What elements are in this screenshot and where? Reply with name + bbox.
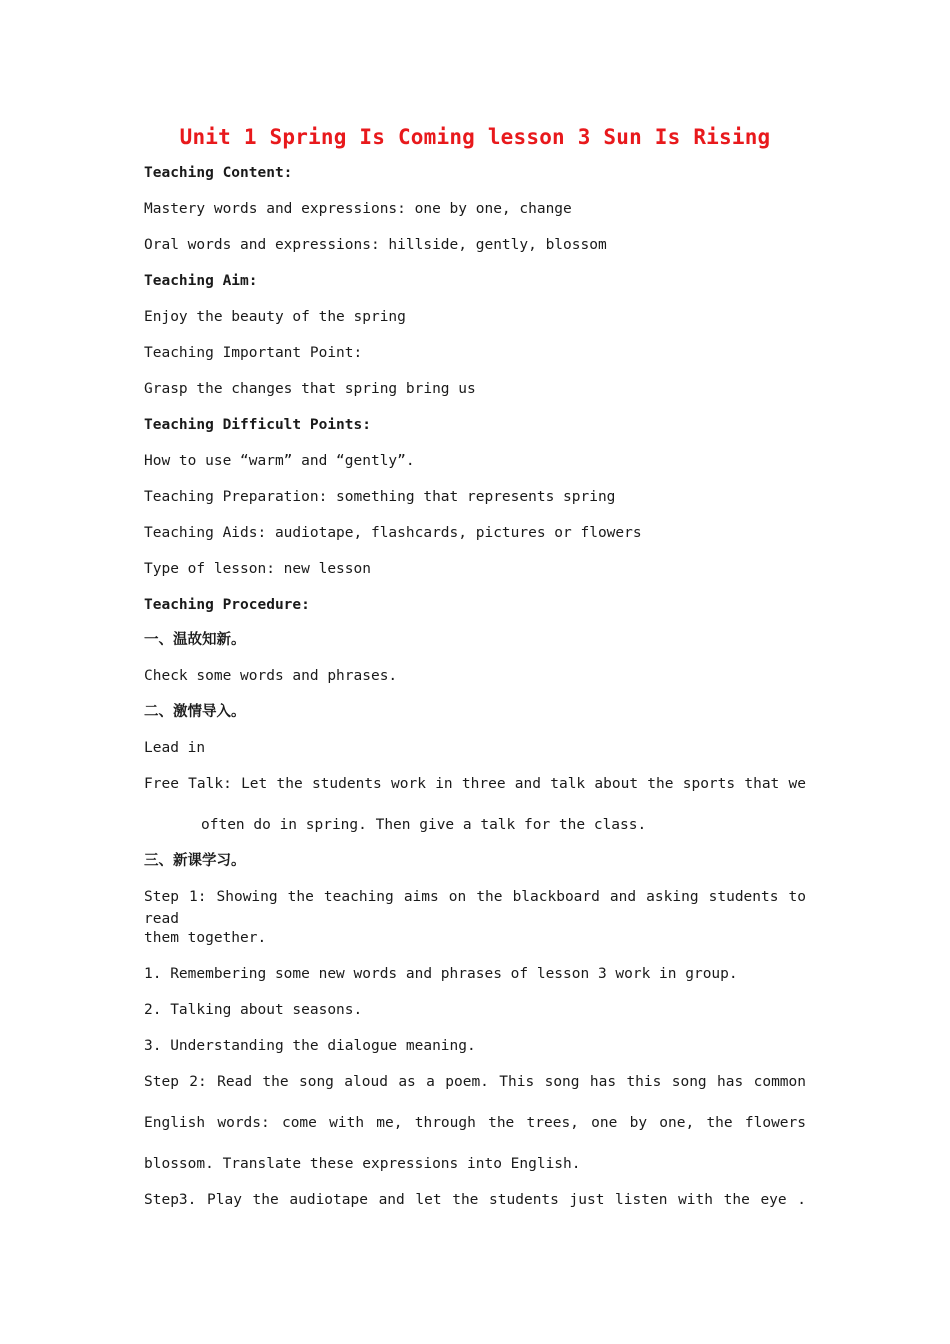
heading-difficult-points: Teaching Difficult Points: [144,417,371,433]
text-line: Lead in [144,740,206,756]
heading-teaching-procedure: Teaching Procedure: [144,597,310,613]
text-line: Step 2: Read the song aloud as a poem. This song has this song has common [144,1074,806,1090]
text-line: Mastery words and expressions: one by one, change [144,201,572,217]
heading-teaching-aim: Teaching Aim: [144,273,258,289]
text-line: Free Talk: Let the students work in three and talk about the sports that we [144,776,806,792]
text-line: Type of lesson: new lesson [144,561,371,577]
text-line: How to use “warm” and “gently”. [144,453,415,469]
text-line: blossom. Translate these expressions into English. [144,1156,581,1172]
heading-teaching-content: Teaching Content: [144,165,293,181]
text-line: often do in spring. Then give a talk for the class. [201,817,647,833]
text-line: Oral words and expressions: hillside, gently, blossom [144,237,607,253]
section-heading-new-lesson: 三、新课学习。 [144,853,246,869]
text-line: Teaching Aids: audiotape, flashcards, pictures or flowers [144,525,642,541]
text-line: Teaching Preparation: something that represents spring [144,489,616,505]
text-line: them together. [144,930,267,946]
text-line: English words: come with me, through the trees, one by one, the flowers [144,1115,806,1131]
text-line: 3. Understanding the dialogue meaning. [144,1038,476,1054]
section-heading-lead-in: 二、激情导入。 [144,704,246,720]
document-title: Unit 1 Spring Is Coming lesson 3 Sun Is Rising [179,125,771,149]
text-line: 2. Talking about seasons. [144,1002,363,1018]
text-line: 1. Remembering some new words and phrases of lesson 3 work in group. [144,966,738,982]
text-line: Step3. Play the audiotape and let the students just listen with the eye . [144,1192,806,1208]
text-line: Step 1: Showing the teaching aims on the blackboard and asking students to read [144,889,806,927]
text-line: Grasp the changes that spring bring us [144,381,476,397]
section-heading-review: 一、温故知新。 [144,632,246,648]
text-line: Check some words and phrases. [144,668,398,684]
text-line: Enjoy the beauty of the spring [144,309,406,325]
text-line: Teaching Important Point: [144,345,363,361]
